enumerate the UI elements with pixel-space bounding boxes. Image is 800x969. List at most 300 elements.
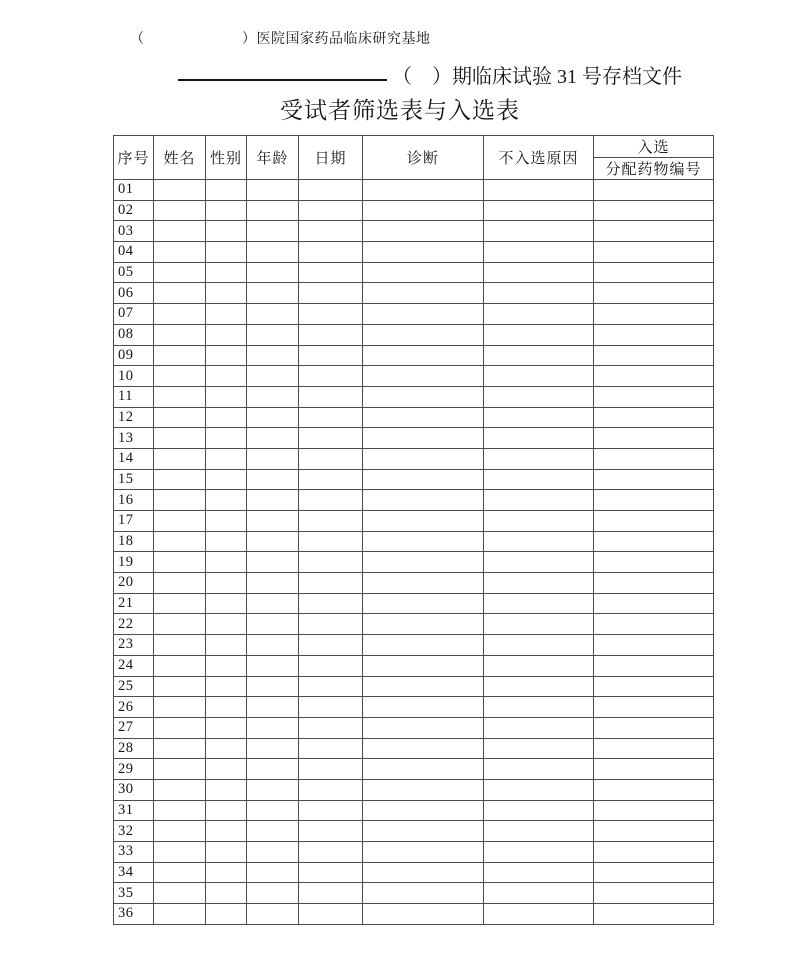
empty-cell <box>594 676 714 697</box>
empty-cell <box>363 738 484 759</box>
empty-cell <box>594 593 714 614</box>
empty-cell <box>594 779 714 800</box>
empty-cell <box>594 262 714 283</box>
empty-cell <box>247 283 299 304</box>
empty-cell <box>154 366 206 387</box>
row-number-cell: 26 <box>114 697 154 718</box>
empty-cell <box>484 573 594 594</box>
empty-cell <box>363 552 484 573</box>
table-row <box>114 593 714 614</box>
empty-cell <box>594 366 714 387</box>
row-number-cell: 04 <box>114 242 154 263</box>
empty-cell <box>206 531 247 552</box>
empty-cell <box>154 511 206 532</box>
empty-cell <box>154 635 206 656</box>
empty-cell <box>484 262 594 283</box>
table-row <box>114 759 714 780</box>
empty-cell <box>594 283 714 304</box>
table-row <box>114 717 714 738</box>
table-row <box>114 635 714 656</box>
empty-cell <box>363 779 484 800</box>
table-row <box>114 614 714 635</box>
empty-cell <box>594 614 714 635</box>
col-header-diagnosis: 诊断 <box>363 136 484 180</box>
empty-cell <box>247 200 299 221</box>
empty-cell <box>484 531 594 552</box>
row-number-cell: 20 <box>114 573 154 594</box>
row-number-cell: 21 <box>114 593 154 614</box>
empty-cell <box>484 242 594 263</box>
empty-cell <box>206 593 247 614</box>
empty-cell <box>594 883 714 904</box>
table-row <box>114 862 714 883</box>
empty-cell <box>594 552 714 573</box>
empty-cell <box>247 448 299 469</box>
empty-cell <box>363 324 484 345</box>
empty-cell <box>154 821 206 842</box>
table-row <box>114 800 714 821</box>
empty-cell <box>206 759 247 780</box>
table-row <box>114 407 714 428</box>
empty-cell <box>206 883 247 904</box>
empty-cell <box>247 242 299 263</box>
empty-cell <box>363 428 484 449</box>
empty-cell <box>154 593 206 614</box>
header-row-1 <box>114 136 714 158</box>
empty-cell <box>154 407 206 428</box>
empty-cell <box>247 552 299 573</box>
empty-cell <box>154 862 206 883</box>
empty-cell <box>363 490 484 511</box>
row-number-cell: 05 <box>114 262 154 283</box>
empty-cell <box>206 552 247 573</box>
empty-cell <box>154 490 206 511</box>
empty-cell <box>484 821 594 842</box>
empty-cell <box>206 304 247 325</box>
empty-cell <box>484 779 594 800</box>
empty-cell <box>299 531 363 552</box>
empty-cell <box>299 448 363 469</box>
empty-cell <box>484 304 594 325</box>
table-row <box>114 821 714 842</box>
empty-cell <box>299 738 363 759</box>
table-row <box>114 242 714 263</box>
empty-cell <box>206 800 247 821</box>
empty-cell <box>484 800 594 821</box>
row-number-cell: 03 <box>114 221 154 242</box>
empty-cell <box>484 738 594 759</box>
empty-cell <box>594 697 714 718</box>
empty-cell <box>206 448 247 469</box>
row-number-cell: 31 <box>114 800 154 821</box>
empty-cell <box>299 283 363 304</box>
row-number-cell: 22 <box>114 614 154 635</box>
table-row <box>114 490 714 511</box>
empty-cell <box>484 283 594 304</box>
empty-cell <box>299 904 363 925</box>
empty-cell <box>363 531 484 552</box>
empty-cell <box>484 428 594 449</box>
empty-cell <box>363 614 484 635</box>
screening-table-body <box>114 180 714 925</box>
empty-cell <box>363 635 484 656</box>
table-row <box>114 345 714 366</box>
table-row <box>114 366 714 387</box>
row-number-cell: 11 <box>114 386 154 407</box>
empty-cell <box>206 200 247 221</box>
empty-cell <box>206 614 247 635</box>
empty-cell <box>363 262 484 283</box>
empty-cell <box>206 262 247 283</box>
col-header-age: 年龄 <box>247 136 299 180</box>
empty-cell <box>594 800 714 821</box>
empty-cell <box>206 221 247 242</box>
row-number-cell: 07 <box>114 304 154 325</box>
col-header-name: 姓名 <box>154 136 206 180</box>
empty-cell <box>206 345 247 366</box>
row-number-cell: 30 <box>114 779 154 800</box>
empty-cell <box>154 200 206 221</box>
table-header <box>114 136 714 180</box>
empty-cell <box>594 655 714 676</box>
table-row <box>114 324 714 345</box>
empty-cell <box>247 821 299 842</box>
table-row <box>114 262 714 283</box>
empty-cell <box>363 386 484 407</box>
empty-cell <box>247 635 299 656</box>
empty-cell <box>299 469 363 490</box>
empty-cell <box>363 448 484 469</box>
empty-cell <box>484 697 594 718</box>
empty-cell <box>247 759 299 780</box>
empty-cell <box>154 759 206 780</box>
empty-cell <box>247 304 299 325</box>
empty-cell <box>484 717 594 738</box>
empty-cell <box>247 180 299 201</box>
empty-cell <box>594 904 714 925</box>
empty-cell <box>206 324 247 345</box>
empty-cell <box>206 386 247 407</box>
empty-cell <box>247 469 299 490</box>
empty-cell <box>363 593 484 614</box>
empty-cell <box>206 283 247 304</box>
empty-cell <box>206 779 247 800</box>
col-header-gender: 性别 <box>206 136 247 180</box>
empty-cell <box>484 200 594 221</box>
empty-cell <box>299 635 363 656</box>
empty-cell <box>594 407 714 428</box>
empty-cell <box>594 200 714 221</box>
empty-cell <box>363 469 484 490</box>
empty-cell <box>247 883 299 904</box>
empty-cell <box>299 304 363 325</box>
empty-cell <box>363 511 484 532</box>
empty-cell <box>484 469 594 490</box>
empty-cell <box>247 717 299 738</box>
empty-cell <box>594 304 714 325</box>
empty-cell <box>363 904 484 925</box>
table-row <box>114 738 714 759</box>
empty-cell <box>299 428 363 449</box>
empty-cell <box>247 614 299 635</box>
empty-cell <box>154 469 206 490</box>
empty-cell <box>299 697 363 718</box>
empty-cell <box>484 862 594 883</box>
empty-cell <box>154 242 206 263</box>
empty-cell <box>299 407 363 428</box>
empty-cell <box>363 717 484 738</box>
empty-cell <box>299 593 363 614</box>
empty-cell <box>247 573 299 594</box>
empty-cell <box>206 635 247 656</box>
empty-cell <box>206 655 247 676</box>
empty-cell <box>154 655 206 676</box>
row-number-cell: 18 <box>114 531 154 552</box>
empty-cell <box>299 242 363 263</box>
empty-cell <box>484 635 594 656</box>
empty-cell <box>484 593 594 614</box>
empty-cell <box>247 531 299 552</box>
empty-cell <box>154 428 206 449</box>
empty-cell <box>299 180 363 201</box>
empty-cell <box>154 283 206 304</box>
empty-cell <box>154 717 206 738</box>
table-row <box>114 531 714 552</box>
row-number-cell: 28 <box>114 738 154 759</box>
empty-cell <box>206 242 247 263</box>
empty-cell <box>299 655 363 676</box>
empty-cell <box>363 655 484 676</box>
table-row <box>114 883 714 904</box>
empty-cell <box>247 345 299 366</box>
empty-cell <box>594 862 714 883</box>
empty-cell <box>154 552 206 573</box>
table-row <box>114 842 714 863</box>
empty-cell <box>594 759 714 780</box>
empty-cell <box>299 221 363 242</box>
empty-cell <box>484 655 594 676</box>
row-number-cell: 16 <box>114 490 154 511</box>
empty-cell <box>363 697 484 718</box>
empty-cell <box>594 821 714 842</box>
empty-cell <box>299 759 363 780</box>
row-number-cell: 27 <box>114 717 154 738</box>
empty-cell <box>594 221 714 242</box>
empty-cell <box>154 531 206 552</box>
empty-cell <box>247 697 299 718</box>
empty-cell <box>363 676 484 697</box>
empty-cell <box>154 448 206 469</box>
table-row <box>114 448 714 469</box>
table-row <box>114 552 714 573</box>
empty-cell <box>484 366 594 387</box>
empty-cell <box>247 407 299 428</box>
table-row <box>114 200 714 221</box>
empty-cell <box>154 386 206 407</box>
empty-cell <box>594 490 714 511</box>
empty-cell <box>154 842 206 863</box>
header-line-hospital <box>0 28 800 46</box>
empty-cell <box>154 573 206 594</box>
empty-cell <box>299 717 363 738</box>
empty-cell <box>484 221 594 242</box>
empty-cell <box>154 697 206 718</box>
col-header-enrolled: 入选 <box>594 136 714 158</box>
empty-cell <box>247 490 299 511</box>
empty-cell <box>594 738 714 759</box>
row-number-cell: 15 <box>114 469 154 490</box>
empty-cell <box>206 573 247 594</box>
empty-cell <box>484 883 594 904</box>
col-header-serial: 序号 <box>114 136 154 180</box>
empty-cell <box>206 862 247 883</box>
row-number-cell: 14 <box>114 448 154 469</box>
row-number-cell: 13 <box>114 428 154 449</box>
empty-cell <box>154 800 206 821</box>
row-number-cell: 34 <box>114 862 154 883</box>
row-number-cell: 23 <box>114 635 154 656</box>
row-number-cell: 17 <box>114 511 154 532</box>
empty-cell <box>154 779 206 800</box>
empty-cell <box>363 180 484 201</box>
empty-cell <box>363 366 484 387</box>
table-row <box>114 676 714 697</box>
row-number-cell: 06 <box>114 283 154 304</box>
empty-cell <box>299 366 363 387</box>
empty-cell <box>154 180 206 201</box>
empty-cell <box>206 697 247 718</box>
empty-cell <box>154 614 206 635</box>
table-row <box>114 779 714 800</box>
empty-cell <box>484 676 594 697</box>
empty-cell <box>299 345 363 366</box>
fill-in-blank-underline <box>178 59 387 81</box>
empty-cell <box>484 324 594 345</box>
empty-cell <box>206 821 247 842</box>
empty-cell <box>247 862 299 883</box>
empty-cell <box>206 490 247 511</box>
empty-cell <box>484 386 594 407</box>
empty-cell <box>484 842 594 863</box>
col-header-exclusion-reason: 不入选原因 <box>484 136 594 180</box>
empty-cell <box>484 759 594 780</box>
row-number-cell: 32 <box>114 821 154 842</box>
empty-cell <box>363 821 484 842</box>
empty-cell <box>206 738 247 759</box>
empty-cell <box>363 221 484 242</box>
table-row <box>114 386 714 407</box>
empty-cell <box>206 904 247 925</box>
empty-cell <box>299 821 363 842</box>
empty-cell <box>594 717 714 738</box>
empty-cell <box>299 324 363 345</box>
row-number-cell: 24 <box>114 655 154 676</box>
empty-cell <box>206 428 247 449</box>
empty-cell <box>594 448 714 469</box>
row-number-cell: 10 <box>114 366 154 387</box>
table-row <box>114 573 714 594</box>
page-title: 受试者筛选表与入选表 <box>280 98 520 123</box>
table-row <box>114 511 714 532</box>
table-row <box>114 655 714 676</box>
empty-cell <box>299 883 363 904</box>
empty-cell <box>484 345 594 366</box>
empty-cell <box>206 842 247 863</box>
empty-cell <box>299 779 363 800</box>
empty-cell <box>206 676 247 697</box>
empty-cell <box>299 614 363 635</box>
empty-cell <box>363 842 484 863</box>
empty-cell <box>299 842 363 863</box>
empty-cell <box>206 407 247 428</box>
empty-cell <box>594 386 714 407</box>
empty-cell <box>206 717 247 738</box>
trial-archive-text: （ ）期临床试验 31 号存档文件 <box>392 66 682 88</box>
empty-cell <box>484 448 594 469</box>
empty-cell <box>247 655 299 676</box>
empty-cell <box>594 345 714 366</box>
empty-cell <box>594 180 714 201</box>
empty-cell <box>363 283 484 304</box>
empty-cell <box>154 676 206 697</box>
row-number-cell: 12 <box>114 407 154 428</box>
row-number-cell: 08 <box>114 324 154 345</box>
screening-table <box>113 135 714 925</box>
empty-cell <box>484 552 594 573</box>
row-number-cell: 19 <box>114 552 154 573</box>
table-row <box>114 428 714 449</box>
col-header-drug-code: 分配药物编号 <box>594 158 714 180</box>
empty-cell <box>299 676 363 697</box>
empty-cell <box>247 324 299 345</box>
empty-cell <box>484 407 594 428</box>
empty-cell <box>154 738 206 759</box>
empty-cell <box>299 386 363 407</box>
hospital-blank-open-paren: （ <box>130 32 144 47</box>
empty-cell <box>247 511 299 532</box>
empty-cell <box>484 511 594 532</box>
empty-cell <box>299 862 363 883</box>
empty-cell <box>247 842 299 863</box>
row-number-cell: 33 <box>114 842 154 863</box>
empty-cell <box>299 800 363 821</box>
col-header-date: 日期 <box>299 136 363 180</box>
empty-cell <box>594 531 714 552</box>
empty-cell <box>363 242 484 263</box>
empty-cell <box>299 200 363 221</box>
empty-cell <box>594 428 714 449</box>
table-row <box>114 697 714 718</box>
empty-cell <box>299 511 363 532</box>
empty-cell <box>247 428 299 449</box>
header-line-trial <box>0 59 800 88</box>
row-number-cell: 01 <box>114 180 154 201</box>
table-row <box>114 221 714 242</box>
empty-cell <box>299 573 363 594</box>
empty-cell <box>594 242 714 263</box>
row-number-cell: 35 <box>114 883 154 904</box>
empty-cell <box>363 759 484 780</box>
empty-cell <box>363 862 484 883</box>
empty-cell <box>594 635 714 656</box>
empty-cell <box>154 262 206 283</box>
empty-cell <box>206 366 247 387</box>
empty-cell <box>154 304 206 325</box>
empty-cell <box>299 262 363 283</box>
empty-cell <box>247 221 299 242</box>
empty-cell <box>154 904 206 925</box>
empty-cell <box>363 200 484 221</box>
